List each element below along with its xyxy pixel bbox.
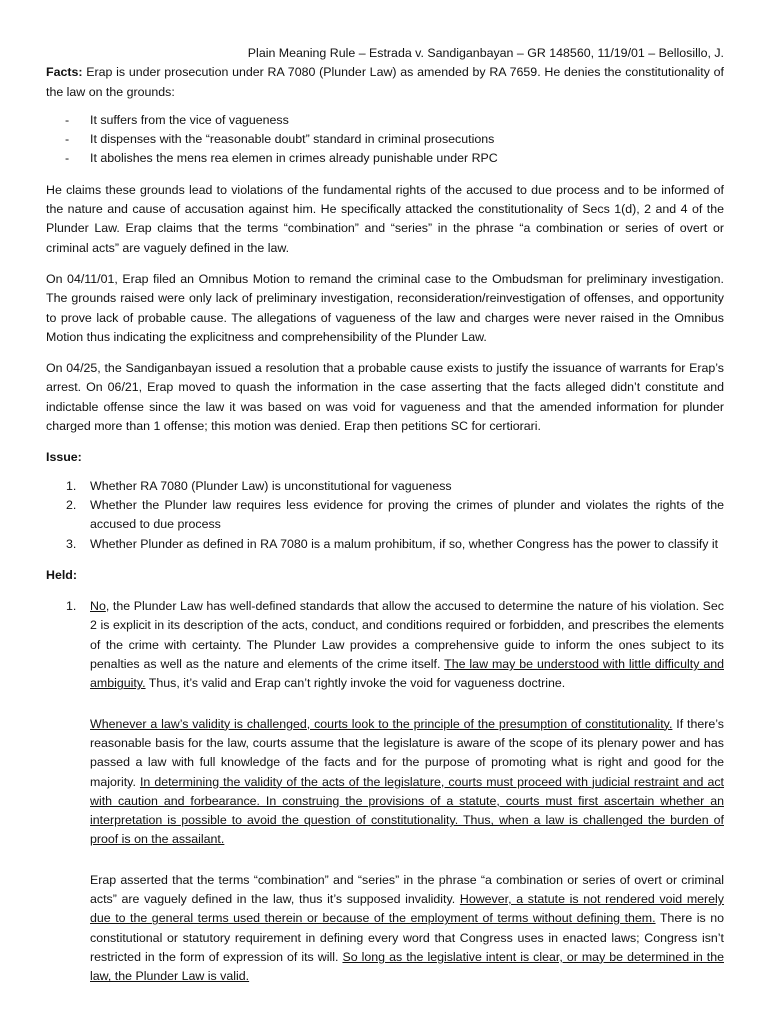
held-number: 1. [66,599,77,614]
held-heading [46,566,724,585]
presumption-text: If there’s reasonable basis for the law, courts assume that the legislature is aware of the scope of its plenary power and has passed a law with full knowledge of the facts and for the purpose of promoting what is right and good for the majority. [90,716,724,789]
list-item [46,149,724,168]
held-label: Held: [46,567,77,582]
held-item-1 [46,597,724,693]
list-item [46,535,724,554]
ground-mens-rea: It abolishes the mens rea elemen in crimes already punishable under RPC [90,151,498,166]
list-item [46,477,724,496]
held-no: No [90,599,106,614]
terms-text: Erap asserted that the terms “combination” and “series” in the phrase “a combination or series of overt or criminal acts” are vaguely defined in the law, thus it’s supposed invalidity. [90,872,724,906]
legislative-intent-underline: So long as the legislative intent is clear, or may be determined in the law, the Plunder Law is valid. [90,949,724,984]
issue-text: Whether the Plunder law requires less evidence for proving the crimes of plunder and violates the rights of the accused to due process [90,497,724,532]
grounds-list [46,111,724,169]
facts-paragraph [46,63,724,102]
terms-text: There is no constitutional or statutory requirement in defining every word that Congress uses in enacted laws; Congress isn’t restricted in the form of expression of its will. [90,911,725,964]
omnibus-motion-paragraph: On 04/11/01, Erap filed an Omnibus Motion to remand the criminal case to the Ombudsman for preliminary investigation. The grounds raised were only lack of preliminary investigation, reconsideration/reinvestigation of offenses, and opportunity to prove lack of probable cause. The allegations of vagueness of the law and charges were never raised in the Omnibus Motion thus indicating the explicitness and comprehensibility of the Plunder Law. [46,271,724,344]
list-item [46,111,724,130]
bullet-marker: - [65,112,70,127]
sandiganbayan-paragraph: On 04/25, the Sandiganbayan issued a resolution that a probable cause exists to justify the issuance of warrants for Erap’s arrest. On 06/21, Erap moved to quash the information in the case asserting that the facts alleged didn’t constitute and indictable offense since the law it was based on was void for vagueness and that the amended information for plunder charged more than 1 offense; this motion was denied. Erap then petitions SC for certiorari. [46,361,724,434]
issue-list [46,477,724,554]
held-text: Thus, it’s valid and Erap can’t rightly invoke the void for vagueness doctrine. [145,676,566,691]
bullet-marker: - [65,132,70,147]
issue-text: Whether RA 7080 (Plunder Law) is unconstitutional for vagueness [90,478,452,493]
presumption-underline: Whenever a law’s validity is challenged, courts look to the principle of the presumption of constitutionality. [90,716,673,731]
issue-number: 3. [66,536,77,551]
list-item [46,496,724,535]
held-underline: The law may be understood with little difficulty and ambiguity. [90,657,724,691]
presumption-paragraph [46,715,724,850]
ground-vagueness: It suffers from the vice of vagueness [90,112,289,127]
terms-underline: However, a statute is not rendered void merely due to the general terms used therein or because of the employment of terms without defining them. [90,891,725,926]
claims-paragraph: He claims these grounds lead to violations of the fundamental rights of the accused to due process and to be informed of the nature and cause of accusation against him. He specifically attacked the constitutionality of Secs 1(d), 2 and 4 of the Plunder Law. Erap claims that the terms “combination” and “series” in the phrase “a combination or series of overt or criminal acts” are vaguely defined in the law. [46,182,724,255]
issue-number: 2. [66,497,77,512]
facts-text: Erap is under prosecution under RA 7080 (Plunder Law) as amended by RA 7659. He denies the constitutionality of the law on the grounds: [46,65,724,99]
ground-reasonable-doubt: It dispenses with the “reasonable doubt” standard in criminal prosecutions [90,132,495,147]
case-header: Plain Meaning Rule – Estrada v. Sandiganbayan – GR 148560, 11/19/01 – Bellosillo, J. [247,46,724,60]
list-item [46,130,724,149]
facts-label: Facts: [46,65,83,80]
issue-heading [46,448,724,467]
held-list [46,597,724,693]
document-page [46,44,724,986]
issue-label: Issue: [46,450,82,465]
issue-text: Whether Plunder as defined in RA 7080 is a malum prohibitum, if so, whether Congress has the power to classify it [90,536,719,551]
terms-paragraph [46,871,724,987]
issue-number: 1. [66,478,77,493]
judicial-restraint-underline: In determining the validity of the acts of the legislature, courts must proceed with judicial restraint and act with caution and forbearance. In construing the provisions of a statute, courts must first ascertain whether an interpretation is possible to avoid the question of constitutionality. Thus, when a law is challenged the burden of proof is on the assailant. [90,774,725,847]
bullet-marker: - [65,151,70,166]
held-text: , the Plunder Law has well-defined standards that allow the accused to determine the nature of his violation. Sec 2 is explicit in its description of the acts, conduct, and conditions required or forbidden, and prescribes the elements of the crime with certainty. The Plunder Law provides a comprehensive guide to inform the ones subject to its penalties as well as the nature and elements of the crime itself. [90,599,724,672]
